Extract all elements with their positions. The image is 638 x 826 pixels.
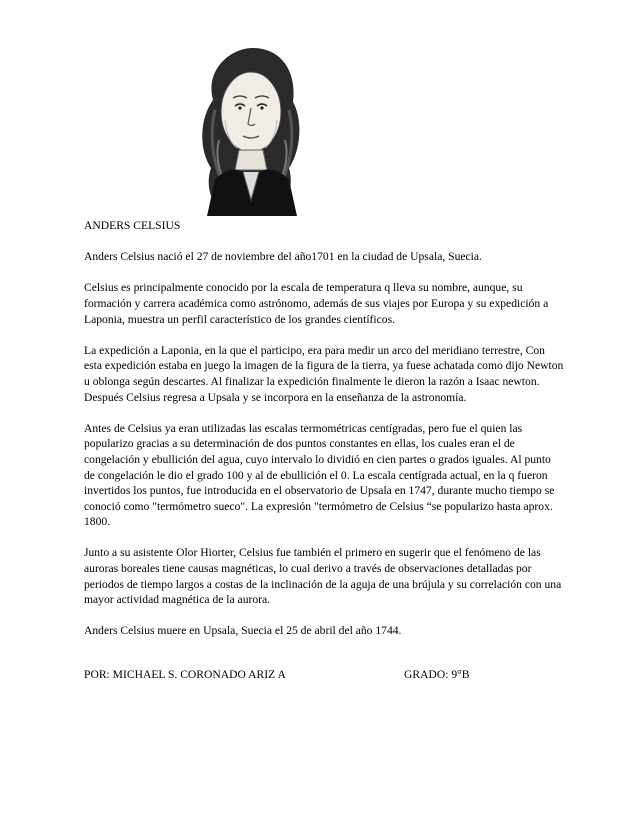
paragraph-death: Anders Celsius muere en Upsala, Suecia el 25 de abril del año 1744.	[84, 624, 402, 638]
paragraph-birth: Anders Celsius nació el 27 de noviembre del año1701 en la ciudad de Upsala, Suecia.	[84, 250, 482, 264]
author-line: POR: MICHAEL S. CORONADO ARIZ A	[84, 668, 286, 681]
paragraph-auroras: Junto a su asistente Olor Hiorter, Celsius fue también el primero en sugerir que el fenómeno de las auroras boreales tiene causas magnéticas, lo cual derivo a través de observaciones detalladas por periodos de tiempo largos a costas de la inclinación de la aguja de una brújula y su correlación con una mayor actividad magnética de la aurora.	[84, 546, 562, 607]
document-title: ANDERS CELSIUS	[84, 219, 181, 232]
paragraph-known-for: Celsius es principalmente conocido por la escala de temperatura q lleva su nombre, aunque, su formación y carrera académica como astrónomo, además de sus viajes por Europa y su expedición a Laponia, muestra un perfil característico de los grandes científicos.	[84, 281, 549, 326]
paragraph-laponia: La expedición a Laponia, en la que el participo, era para medir un arco del meridiano terrestre, Con esta expedición estaba en juego la imagen de la figura de la tierra, ya fuese achatada como dijo Newton u oblonga según descartes. Al finalizar la expedición finalmente le dieron la razón a Isaac newton. Después Celsius regresa a Upsala y se incorpora en la enseñanza de la astronomía.	[84, 343, 564, 404]
portrait-image	[185, 40, 315, 230]
grade-line: GRADO: 9°B	[404, 668, 470, 681]
document-body	[84, 218, 564, 655]
paragraph-scale: Antes de Celsius ya eran utilizadas las escalas termométricas centígradas, pero fue el quien las popularizo gracias a su determinación de dos puntos constantes en ellas, los cuales eran el de congelación y ebullición del agua, cuyo intervalo lo dividió en cien partes o grados iguales. Al punto de congelación le dio el grado 100 y al de ebullición el 0. La escala centígrada actual, en la q fueron invertidos los puntos, fue introducida en el observatorio de Upsala en 1747, durante mucho tiempo se conoció como "termómetro sueco". La expresión "termómetro de Celsius “se popularizo hasta aprox. 1800.	[84, 421, 555, 529]
